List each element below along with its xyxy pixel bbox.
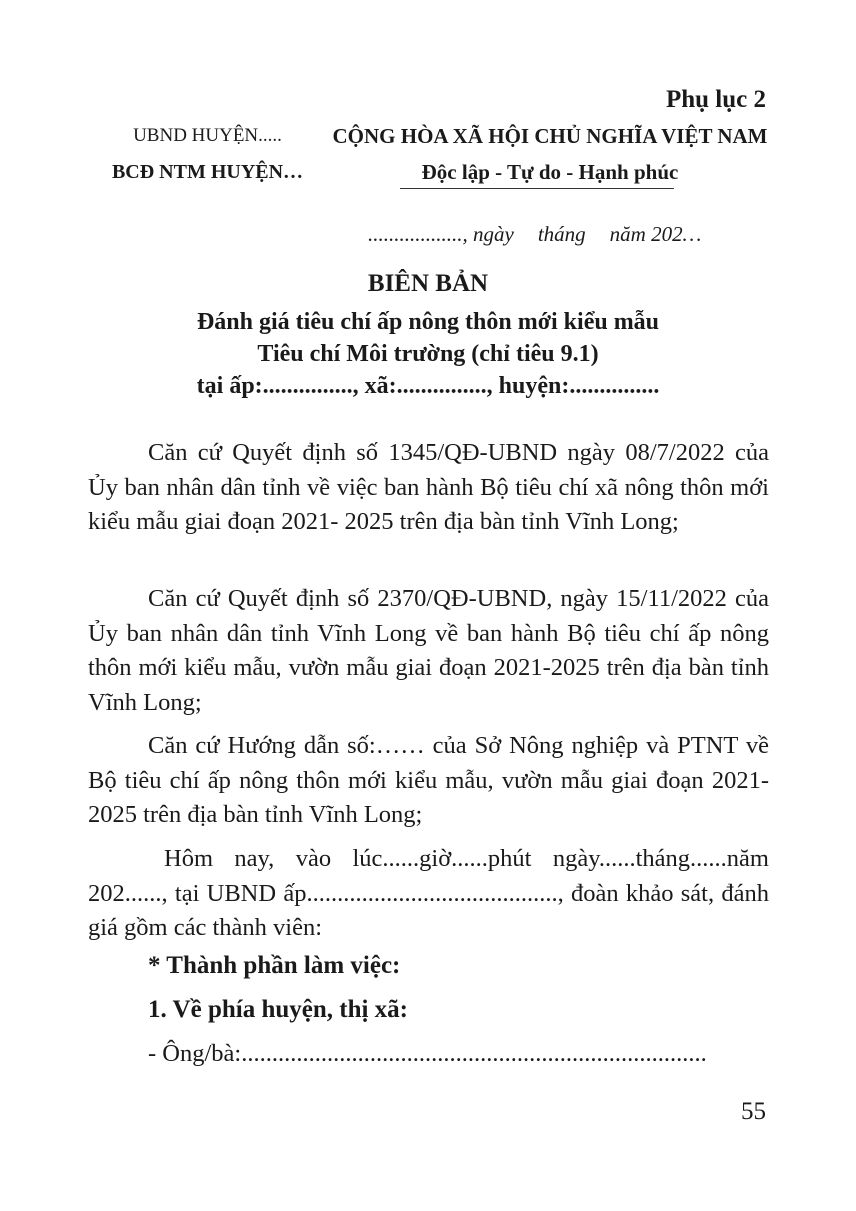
date-line (368, 222, 701, 247)
page-number: 55 (741, 1098, 766, 1125)
document-title: BIÊN BẢN (367, 270, 489, 297)
national-motto: Độc lập - Tự do - Hạnh phúc (421, 160, 679, 184)
national-header (315, 118, 785, 190)
country-name: CỘNG HÒA XÃ HỘI CHỦ NGHĨA VIỆT NAM (332, 124, 768, 148)
appendix-label: Phụ lục 2 (665, 86, 766, 113)
org-line-2: BCĐ NTM HUYỆN… (111, 161, 304, 183)
section-heading: * Thành phần làm việc: (148, 952, 401, 979)
paragraph-legal-basis-3: Căn cứ Hướng dẫn số:…… của Sở Nông nghiệp và PTNT về Bộ tiêu chí ấp nông thôn mới kiểu mẫu, vườn mẫu giai đoạn 2021-2025 trên địa bàn tỉnh Vĩnh Long; (88, 732, 769, 828)
member-line: - Ông/bà:............................................................................ (148, 1040, 707, 1067)
date-year: năm 202… (609, 222, 702, 246)
document-subtitle-3: tại ấp:..............., xã:..............., huyện:............... (196, 373, 660, 399)
subsection-heading: 1. Về phía huyện, thị xã: (148, 996, 409, 1023)
issuing-organization (70, 118, 345, 190)
motto-underline (400, 188, 674, 189)
paragraph-meeting-info: Hôm nay, vào lúc......giờ......phút ngày......tháng......năm 202......, tại UBND ấp........................................., đoàn khảo sát, đánh giá gồm các thành viên: (88, 845, 769, 941)
org-line-1: UBND HUYỆN..... (133, 125, 282, 146)
document-subtitle-2: Tiêu chí Môi trường (chỉ tiêu 9.1) (257, 341, 599, 367)
paragraph-legal-basis-1: Căn cứ Quyết định số 1345/QĐ-UBND ngày 08/7/2022 của Ủy ban nhân dân tỉnh về việc ban hành Bộ tiêu chí xã nông thôn mới kiểu mẫu giai đoạn 2021- 2025 trên địa bàn tỉnh Vĩnh Long; (88, 439, 769, 535)
paragraph-legal-basis-2: Căn cứ Quyết định số 2370/QĐ-UBND, ngày 15/11/2022 của Ủy ban nhân dân tỉnh Vĩnh Long về ban hành Bộ tiêu chí ấp nông thôn mới kiểu mẫu, vườn mẫu giai đoạn 2021-2025 trên địa bàn tỉnh Vĩnh Long; (88, 585, 769, 716)
date-place: .................., ngày (368, 222, 514, 246)
document-subtitle-1: Đánh giá tiêu chí ấp nông thôn mới kiểu mẫu (196, 309, 660, 335)
date-month: tháng (537, 222, 586, 246)
